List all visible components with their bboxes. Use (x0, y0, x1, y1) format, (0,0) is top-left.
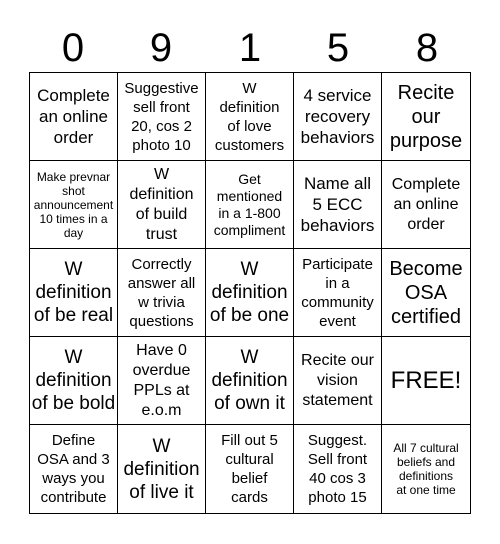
bingo-cell[interactable]: Suggestive sell front 20, cos 2 photo 10 (118, 73, 206, 161)
bingo-cell[interactable]: Recite our vision statement (294, 337, 382, 425)
header-number-1: 0 (61, 26, 85, 70)
bingo-cell[interactable]: Define OSA and 3 ways you contribute (30, 425, 118, 513)
bingo-cell[interactable]: Name all 5 ECC behaviors (294, 161, 382, 249)
bingo-cell[interactable]: W definition of love customers (206, 73, 294, 161)
header-number-3: 1 (238, 26, 262, 70)
bingo-cell[interactable]: W definition of build trust (118, 161, 206, 249)
bingo-cell[interactable]: Complete an online order (30, 73, 118, 161)
bingo-cell[interactable]: Fill out 5 cultural belief cards (206, 425, 294, 513)
header-number-4: 5 (326, 26, 350, 70)
header-number-5: 8 (415, 26, 439, 70)
bingo-cell[interactable]: W definition of be real (30, 249, 118, 337)
bingo-cell[interactable]: Recite our purpose (382, 73, 470, 161)
bingo-cell[interactable]: Participate in a community event (294, 249, 382, 337)
bingo-cell[interactable]: Become OSA certified (382, 249, 470, 337)
bingo-cell[interactable]: Get mentioned in a 1-800 compliment (206, 161, 294, 249)
bingo-cell[interactable]: Suggest. Sell front 40 cos 3 photo 15 (294, 425, 382, 513)
bingo-cell-free[interactable]: FREE! (382, 337, 470, 425)
bingo-cell[interactable]: W definition of be bold (30, 337, 118, 425)
bingo-cell[interactable]: W definition of live it (118, 425, 206, 513)
bingo-grid (29, 72, 471, 514)
bingo-cell[interactable]: Complete an online order (382, 161, 470, 249)
bingo-cell[interactable]: Correctly answer all w trivia questions (118, 249, 206, 337)
bingo-header (29, 24, 471, 72)
bingo-cell[interactable]: W definition of be one (206, 249, 294, 337)
bingo-cell[interactable]: Make prevnar shot announcement 10 times in a day (30, 161, 118, 249)
bingo-cell[interactable]: Have 0 overdue PPLs at e.o.m (118, 337, 206, 425)
header-number-2: 9 (149, 26, 173, 70)
bingo-cell[interactable]: All 7 cultural beliefs and definitions at one time (393, 441, 459, 497)
bingo-cell[interactable]: 4 service recovery behaviors (294, 73, 382, 161)
bingo-cell[interactable]: W definition of own it (206, 337, 294, 425)
